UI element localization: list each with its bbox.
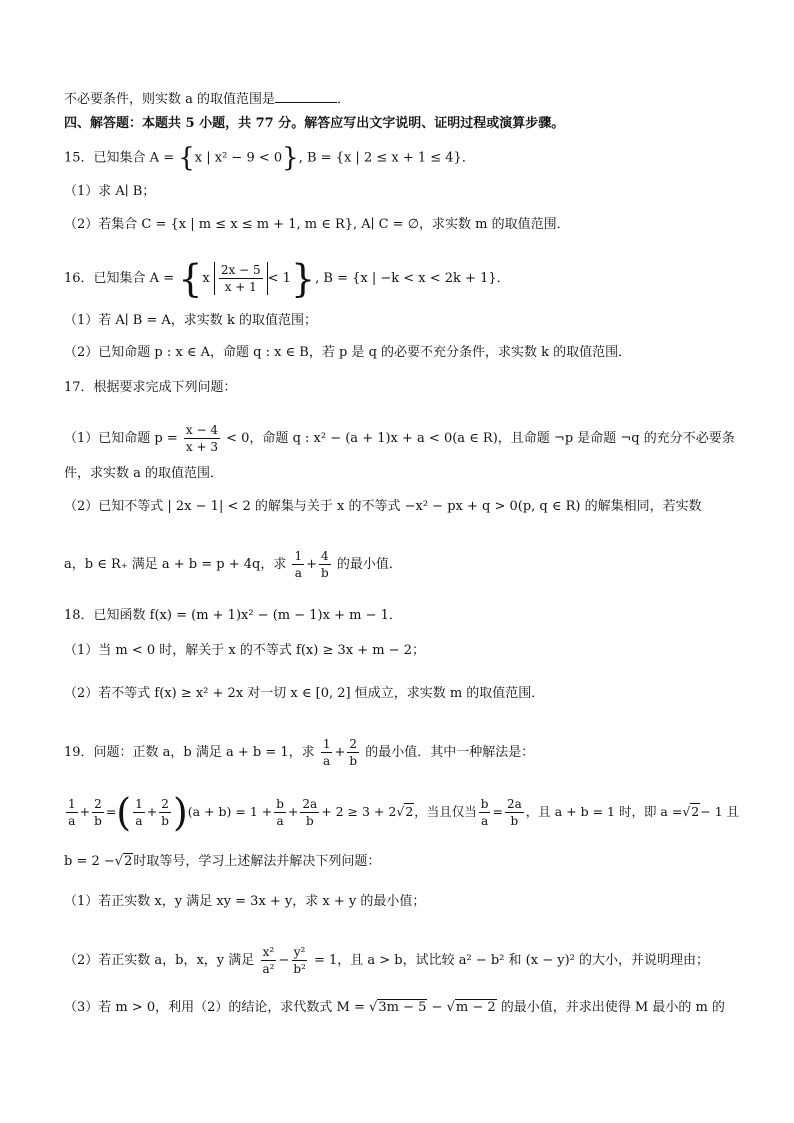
text: a，b ∈ R₊ 满足 a + b = p + 4q，求 [64, 557, 287, 572]
fraction [300, 796, 319, 829]
section-heading: 四、解答题：本题共 5 小题，共 77 分。解答应写出文字说明、证明过程或演算步骤。 [64, 116, 565, 131]
text: < 0，命题 q : x² − (a + 1)x + a < 0(a ∈ R)，且命题 ¬p 是命题 ¬q 的充分不必要条 [226, 431, 735, 446]
fraction [274, 796, 286, 829]
text: （1）已知命题 p = [64, 431, 178, 446]
q15-part1: （1）求 A∣ B； [64, 184, 156, 199]
numerator: b [276, 797, 284, 811]
q19-part1: （1）若正实数 x，y 满足 xy = 3x + y，求 x + y 的最小值； [64, 894, 426, 909]
text: 不必要条件，则实数 a 的取值范围是 [64, 92, 276, 107]
denominator: a [276, 814, 284, 828]
denominator: a [323, 754, 331, 768]
abs-frac [214, 262, 268, 295]
text: − [278, 953, 290, 968]
continuation-line [64, 90, 350, 110]
fraction [66, 796, 78, 829]
answer-blank [275, 90, 337, 103]
text: ，当且仅当 [414, 804, 477, 819]
numerator: 2a [302, 797, 318, 811]
q17-part1-cont: 件，求实数 a 的取值范围． [64, 466, 224, 481]
brace-close: } [282, 143, 299, 173]
denominator: x + 3 [185, 440, 218, 454]
text: ，且 a + b = 1 时，即 a = [525, 804, 683, 819]
numerator: 2 [349, 737, 358, 751]
numerator: 1 [322, 737, 331, 751]
denominator: b² [293, 962, 306, 976]
numerator: 1 [135, 797, 143, 811]
q17-part1 [64, 422, 735, 455]
q17-part2: （2）已知不等式 | 2x − 1| < 2 的解集与关于 x 的不等式 −x² − px + q > 0(p, q ∈ R) 的解集相同，若实数 [64, 499, 702, 514]
text: < 1 [267, 271, 291, 286]
numerator: y² [293, 945, 306, 959]
sqrt-symbol: √ [114, 854, 124, 869]
text: 的最小值．其中一种解法是： [365, 745, 535, 760]
text: 15．已知集合 A = [64, 150, 175, 166]
denominator: a² [262, 962, 275, 976]
text: （2）若正实数 a，b，x，y 满足 [64, 953, 255, 968]
q17-stem: 17．根据要求完成下列问题： [64, 380, 237, 395]
text: = [105, 804, 117, 819]
brace-close: } [290, 256, 316, 301]
text: 16．已知集合 A = [64, 271, 175, 286]
fraction [505, 796, 524, 829]
text: + [306, 557, 318, 572]
numerator: 2x − 5 [220, 263, 261, 277]
denominator: b [510, 814, 519, 828]
q19-worked-solution [64, 790, 740, 835]
text: 时取等号，学习上述解法并解决下列问题： [133, 854, 381, 869]
fraction [291, 944, 308, 977]
text: ． [337, 92, 351, 107]
text: (a + b) = 1 + [187, 804, 273, 819]
text: = 1，且 a > b，试比较 a² − b² 和 (x − y)² 的大小，并说明理由； [313, 953, 709, 968]
sqrt-symbol: √ [369, 1000, 378, 1015]
text: , B = {x | 2 ≤ x + 1 ≤ 4}． [298, 150, 475, 166]
q15-stem [64, 143, 475, 173]
denominator: b [161, 814, 169, 828]
q19-part3 [64, 998, 725, 1018]
text: + [334, 745, 346, 760]
denominator: a [68, 814, 76, 828]
q18-stem: 18．已知函数 f(x) = (m + 1)x² − (m − 1)x + m − 1． [64, 608, 402, 623]
radicand: 2 [691, 804, 700, 819]
denominator: b [349, 754, 358, 768]
numerator: x² [262, 945, 275, 959]
fraction [133, 796, 145, 829]
q16-stem [64, 256, 510, 301]
numerator: 4 [321, 549, 329, 563]
text: 的最小值． [336, 557, 402, 572]
fraction [184, 422, 220, 455]
q18-part1: （1）当 m < 0 时，解关于 x 的不等式 f(x) ≥ 3x + m − 2； [64, 643, 425, 658]
denominator: b [321, 566, 329, 580]
set-a-expression: x | x² − 9 < 0 [194, 150, 283, 166]
q19-stem [64, 736, 534, 769]
numerator: 2 [161, 797, 169, 811]
sqrt-symbol: √ [682, 804, 691, 819]
fraction [159, 796, 171, 829]
radicand: 2 [124, 854, 133, 869]
numerator: x − 4 [185, 423, 218, 437]
text: − [431, 1000, 443, 1015]
fraction [479, 796, 491, 829]
radicand: 3m − 5 [378, 1000, 427, 1015]
brace-open: { [178, 256, 203, 301]
fraction [260, 944, 276, 977]
q15-part2: （2）若集合 C = {x | m ≤ x ≤ m + 1, m ∈ R}, A∣ C = ∅，求实数 m 的取值范围． [64, 217, 570, 232]
fraction [292, 548, 304, 581]
denominator: x + 1 [224, 280, 257, 294]
fraction [219, 262, 263, 295]
numerator: b [480, 797, 489, 811]
numerator: 2a [506, 797, 522, 811]
q19-line3 [64, 852, 380, 872]
denominator: b [305, 814, 314, 828]
q16-part1: （1）若 A∣ B = A，求实数 k 的取值范围； [64, 313, 317, 328]
text: （3）若 m > 0，利用（2）的结论，求代数式 M = [64, 1000, 365, 1015]
numerator: 1 [68, 797, 76, 811]
fraction [319, 548, 331, 581]
text: − 1 且 [700, 804, 740, 819]
text: 19．问题：正数 a，b 满足 a + b = 1，求 [64, 745, 315, 760]
radicand: m − 2 [455, 1000, 496, 1015]
fraction [92, 796, 104, 829]
numerator: 2 [94, 797, 102, 811]
paren-open: ( [116, 790, 132, 835]
paren-close: ) [172, 790, 188, 835]
denominator: a [481, 814, 489, 828]
q19-part2 [64, 944, 709, 977]
numerator: 1 [294, 549, 303, 563]
q18-part2: （2）若不等式 f(x) ≥ x² + 2x 对一切 x ∈ [0, 2] 恒成立，求实数 m 的取值范围． [64, 686, 545, 701]
sqrt-symbol: √ [396, 804, 405, 819]
text: x [202, 271, 210, 286]
text: 的最小值，并求出使得 M 最小的 m 的 [500, 1000, 725, 1015]
text: = [492, 804, 503, 819]
denominator: a [135, 814, 143, 828]
fraction [347, 736, 359, 769]
text: b = 2 − [64, 854, 115, 869]
radicand: 2 [405, 804, 414, 819]
q16-part2: （2）已知命题 p : x ∈ A，命题 q : x ∈ B，若 p 是 q 的必要不充分条件，求实数 k 的取值范围． [64, 345, 632, 360]
denominator: b [94, 814, 102, 828]
denominator: a [294, 566, 302, 580]
text: + [79, 804, 91, 819]
brace-open: { [178, 143, 195, 173]
text: + [287, 804, 299, 819]
text: + [146, 804, 158, 819]
sqrt-symbol: √ [446, 1000, 455, 1015]
text: + 2 ≥ 3 + 2 [321, 804, 397, 819]
q17-part2-cont [64, 548, 402, 581]
text: , B = {x | −k < x < 2k + 1}． [315, 271, 510, 286]
fraction [321, 736, 333, 769]
